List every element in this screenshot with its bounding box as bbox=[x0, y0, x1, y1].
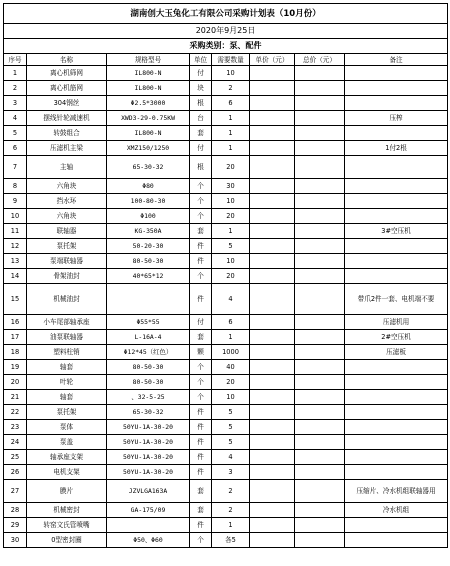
item-name: 泵体 bbox=[27, 420, 107, 435]
item-unit-price bbox=[250, 269, 295, 284]
row-no: 22 bbox=[4, 405, 27, 420]
item-remark bbox=[345, 194, 448, 209]
item-name: 骨架油封 bbox=[27, 269, 107, 284]
item-unit: 套 bbox=[190, 330, 212, 345]
item-unit: 付 bbox=[190, 315, 212, 330]
item-remark bbox=[345, 239, 448, 254]
row-no: 16 bbox=[4, 315, 27, 330]
item-name: 压滤机主梁 bbox=[27, 141, 107, 156]
item-unit: 件 bbox=[190, 465, 212, 480]
item-unit: 个 bbox=[190, 179, 212, 194]
item-spec: 80-50-30 bbox=[107, 375, 190, 390]
item-spec: 80-50-30 bbox=[107, 254, 190, 269]
table-row bbox=[4, 111, 448, 126]
item-qty: 20 bbox=[212, 269, 250, 284]
item-qty: 1 bbox=[212, 141, 250, 156]
item-qty: 1 bbox=[212, 224, 250, 239]
item-total-price bbox=[295, 345, 345, 360]
row-no: 21 bbox=[4, 390, 27, 405]
item-unit: 个 bbox=[190, 360, 212, 375]
item-unit: 根 bbox=[190, 156, 212, 179]
item-remark bbox=[345, 518, 448, 533]
item-spec: 50YU-1A-30-20 bbox=[107, 420, 190, 435]
item-unit-price bbox=[250, 254, 295, 269]
item-unit-price bbox=[250, 405, 295, 420]
item-spec: IL800-N bbox=[107, 126, 190, 141]
item-qty: 20 bbox=[212, 375, 250, 390]
row-no: 26 bbox=[4, 465, 27, 480]
item-remark: 1付2根 bbox=[345, 141, 448, 156]
item-unit-price bbox=[250, 156, 295, 179]
item-spec: KG-350A bbox=[107, 224, 190, 239]
item-unit: 件 bbox=[190, 450, 212, 465]
item-qty: 30 bbox=[212, 179, 250, 194]
item-qty: 5 bbox=[212, 405, 250, 420]
item-qty: 10 bbox=[212, 254, 250, 269]
item-total-price bbox=[295, 179, 345, 194]
table-row bbox=[4, 518, 448, 533]
item-spec: 40*65*12 bbox=[107, 269, 190, 284]
item-unit: 件 bbox=[190, 420, 212, 435]
table-row bbox=[4, 194, 448, 209]
item-spec: Φ50、Φ60 bbox=[107, 533, 190, 548]
item-unit-price bbox=[250, 375, 295, 390]
item-spec: 80-50-30 bbox=[107, 360, 190, 375]
row-no: 6 bbox=[4, 141, 27, 156]
item-total-price bbox=[295, 239, 345, 254]
header-no: 序号 bbox=[4, 54, 27, 66]
item-name: 离心机筋网 bbox=[27, 81, 107, 96]
row-no: 4 bbox=[4, 111, 27, 126]
item-total-price bbox=[295, 81, 345, 96]
item-unit-price bbox=[250, 141, 295, 156]
sheet-title: 湖南创大玉兔化工有限公司采购计划表（10月份） bbox=[4, 4, 448, 24]
item-qty: 1 bbox=[212, 330, 250, 345]
table-row bbox=[4, 405, 448, 420]
item-name: 转窑文氏管喷嘴 bbox=[27, 518, 107, 533]
item-remark bbox=[345, 126, 448, 141]
table-row bbox=[4, 533, 448, 548]
item-name: 转鼓组合 bbox=[27, 126, 107, 141]
item-spec: XWD3-29-0.75KW bbox=[107, 111, 190, 126]
table-row bbox=[4, 156, 448, 179]
item-remark bbox=[345, 375, 448, 390]
item-unit-price bbox=[250, 239, 295, 254]
item-remark bbox=[345, 96, 448, 111]
item-total-price bbox=[295, 533, 345, 548]
item-spec: 50YU-1A-30-20 bbox=[107, 435, 190, 450]
item-remark: 冷水机组 bbox=[345, 503, 448, 518]
item-unit-price bbox=[250, 480, 295, 503]
item-spec: XMZ150/1250 bbox=[107, 141, 190, 156]
table-row bbox=[4, 375, 448, 390]
item-qty: 5 bbox=[212, 435, 250, 450]
item-remark: 压滤板 bbox=[345, 345, 448, 360]
item-unit-price bbox=[250, 224, 295, 239]
item-unit-price bbox=[250, 194, 295, 209]
item-total-price bbox=[295, 405, 345, 420]
item-remark bbox=[345, 435, 448, 450]
item-qty: 4 bbox=[212, 450, 250, 465]
item-name: 油泵联轴器 bbox=[27, 330, 107, 345]
item-unit-price bbox=[250, 435, 295, 450]
item-unit: 台 bbox=[190, 111, 212, 126]
header-spec: 规格型号 bbox=[107, 54, 190, 66]
item-qty: 6 bbox=[212, 315, 250, 330]
item-name: 轴套 bbox=[27, 360, 107, 375]
item-remark bbox=[345, 209, 448, 224]
item-unit: 个 bbox=[190, 194, 212, 209]
item-spec: IL800-N bbox=[107, 81, 190, 96]
item-remark bbox=[345, 269, 448, 284]
item-unit: 块 bbox=[190, 81, 212, 96]
table-row bbox=[4, 390, 448, 405]
item-unit: 件 bbox=[190, 435, 212, 450]
item-name: 机械密封 bbox=[27, 503, 107, 518]
item-qty: 10 bbox=[212, 194, 250, 209]
item-qty: 20 bbox=[212, 156, 250, 179]
item-unit: 个 bbox=[190, 533, 212, 548]
item-qty: 10 bbox=[212, 390, 250, 405]
item-unit-price bbox=[250, 179, 295, 194]
item-total-price bbox=[295, 96, 345, 111]
item-qty: 4 bbox=[212, 284, 250, 315]
row-no: 23 bbox=[4, 420, 27, 435]
row-no: 13 bbox=[4, 254, 27, 269]
item-name: 挡水环 bbox=[27, 194, 107, 209]
table-row bbox=[4, 330, 448, 345]
table-row bbox=[4, 315, 448, 330]
row-no: 7 bbox=[4, 156, 27, 179]
item-unit-price bbox=[250, 390, 295, 405]
item-unit: 件 bbox=[190, 239, 212, 254]
item-remark bbox=[345, 420, 448, 435]
item-total-price bbox=[295, 360, 345, 375]
item-name: 小车尾部轴承座 bbox=[27, 315, 107, 330]
item-unit-price bbox=[250, 209, 295, 224]
item-total-price bbox=[295, 435, 345, 450]
table-row bbox=[4, 465, 448, 480]
item-total-price bbox=[295, 420, 345, 435]
item-name: 轴承座支架 bbox=[27, 450, 107, 465]
item-spec: Φ100 bbox=[107, 209, 190, 224]
item-unit: 根 bbox=[190, 96, 212, 111]
item-qty: 1000 bbox=[212, 345, 250, 360]
item-name: 叶轮 bbox=[27, 375, 107, 390]
item-total-price bbox=[295, 284, 345, 315]
row-no: 12 bbox=[4, 239, 27, 254]
row-no: 8 bbox=[4, 179, 27, 194]
item-name: 六角块 bbox=[27, 179, 107, 194]
item-name: 主轴 bbox=[27, 156, 107, 179]
row-no: 11 bbox=[4, 224, 27, 239]
item-name: 泵端联轴器 bbox=[27, 254, 107, 269]
item-remark: 3#空压机 bbox=[345, 224, 448, 239]
item-unit-price bbox=[250, 81, 295, 96]
item-spec: GA-175/09 bbox=[107, 503, 190, 518]
row-no: 17 bbox=[4, 330, 27, 345]
item-spec: 50-20-30 bbox=[107, 239, 190, 254]
table-row bbox=[4, 254, 448, 269]
item-unit-price bbox=[250, 66, 295, 81]
item-name: 0型密封圈 bbox=[27, 533, 107, 548]
item-unit-price bbox=[250, 360, 295, 375]
table-row bbox=[4, 96, 448, 111]
item-name: 联轴器 bbox=[27, 224, 107, 239]
header-remark: 备注 bbox=[345, 54, 448, 66]
item-unit: 件 bbox=[190, 518, 212, 533]
item-unit-price bbox=[250, 465, 295, 480]
item-remark bbox=[345, 156, 448, 179]
item-total-price bbox=[295, 375, 345, 390]
item-unit-price bbox=[250, 330, 295, 345]
item-spec bbox=[107, 284, 190, 315]
row-no: 30 bbox=[4, 533, 27, 548]
item-unit: 套 bbox=[190, 126, 212, 141]
item-spec: Φ80 bbox=[107, 179, 190, 194]
item-name: 塑料柱销 bbox=[27, 345, 107, 360]
item-remark: 压滤机用 bbox=[345, 315, 448, 330]
row-no: 25 bbox=[4, 450, 27, 465]
item-remark bbox=[345, 390, 448, 405]
item-unit-price bbox=[250, 503, 295, 518]
item-total-price bbox=[295, 141, 345, 156]
item-qty: 5 bbox=[212, 239, 250, 254]
row-no: 14 bbox=[4, 269, 27, 284]
item-total-price bbox=[295, 126, 345, 141]
item-spec: 65-30-32 bbox=[107, 156, 190, 179]
header-total-price: 总价（元） bbox=[295, 54, 345, 66]
item-remark: 压缩片、冷水机组联轴器用 bbox=[345, 480, 448, 503]
item-qty: 1 bbox=[212, 126, 250, 141]
item-unit: 颗 bbox=[190, 345, 212, 360]
item-unit: 个 bbox=[190, 269, 212, 284]
row-no: 19 bbox=[4, 360, 27, 375]
item-total-price bbox=[295, 224, 345, 239]
table-row bbox=[4, 141, 448, 156]
table-row bbox=[4, 345, 448, 360]
header-unit-price: 单价（元） bbox=[250, 54, 295, 66]
table-row bbox=[4, 284, 448, 315]
item-unit: 套 bbox=[190, 503, 212, 518]
item-name: 泵托架 bbox=[27, 405, 107, 420]
table-row bbox=[4, 450, 448, 465]
item-remark bbox=[345, 405, 448, 420]
item-unit: 件 bbox=[190, 405, 212, 420]
item-name: 摆线针轮减速机 bbox=[27, 111, 107, 126]
item-total-price bbox=[295, 156, 345, 179]
item-unit: 套 bbox=[190, 480, 212, 503]
item-name: 泵盖 bbox=[27, 435, 107, 450]
row-no: 3 bbox=[4, 96, 27, 111]
item-total-price bbox=[295, 480, 345, 503]
item-unit: 付 bbox=[190, 66, 212, 81]
item-spec: 65-30-32 bbox=[107, 405, 190, 420]
item-remark bbox=[345, 179, 448, 194]
header-name: 名称 bbox=[27, 54, 107, 66]
item-qty: 5 bbox=[212, 420, 250, 435]
item-spec: 50YU-1A-30-20 bbox=[107, 450, 190, 465]
item-unit-price bbox=[250, 450, 295, 465]
item-remark: 带爪2件一套、电机端不要 bbox=[345, 284, 448, 315]
item-spec: Φ2.5*3000 bbox=[107, 96, 190, 111]
sheet-date: 2020年9月25日 bbox=[4, 24, 448, 39]
item-remark bbox=[345, 254, 448, 269]
item-spec: 50YU-1A-30-20 bbox=[107, 465, 190, 480]
row-no: 10 bbox=[4, 209, 27, 224]
table-row bbox=[4, 224, 448, 239]
table-row bbox=[4, 420, 448, 435]
item-qty: 1 bbox=[212, 518, 250, 533]
item-spec: 100-80-30 bbox=[107, 194, 190, 209]
row-no: 29 bbox=[4, 518, 27, 533]
row-no: 27 bbox=[4, 480, 27, 503]
item-spec: 、32-5-25 bbox=[107, 390, 190, 405]
item-remark: 压榨 bbox=[345, 111, 448, 126]
item-remark bbox=[345, 66, 448, 81]
header-unit: 单位 bbox=[190, 54, 212, 66]
item-unit-price bbox=[250, 345, 295, 360]
item-unit-price bbox=[250, 126, 295, 141]
item-total-price bbox=[295, 450, 345, 465]
item-name: 离心机筛网 bbox=[27, 66, 107, 81]
item-total-price bbox=[295, 390, 345, 405]
item-unit-price bbox=[250, 315, 295, 330]
table-row bbox=[4, 503, 448, 518]
table-row bbox=[4, 269, 448, 284]
item-remark bbox=[345, 533, 448, 548]
item-qty: 各5 bbox=[212, 533, 250, 548]
item-name: 六角块 bbox=[27, 209, 107, 224]
row-no: 24 bbox=[4, 435, 27, 450]
item-name: 机械油封 bbox=[27, 284, 107, 315]
item-remark bbox=[345, 360, 448, 375]
item-qty: 6 bbox=[212, 96, 250, 111]
item-unit: 件 bbox=[190, 254, 212, 269]
item-unit: 个 bbox=[190, 209, 212, 224]
item-unit: 个 bbox=[190, 390, 212, 405]
item-unit: 件 bbox=[190, 284, 212, 315]
item-unit: 付 bbox=[190, 141, 212, 156]
item-qty: 40 bbox=[212, 360, 250, 375]
table-row bbox=[4, 66, 448, 81]
header-qty: 需要数量 bbox=[212, 54, 250, 66]
purchase-category: 采购类别：泵、配件 bbox=[4, 39, 448, 54]
item-unit-price bbox=[250, 284, 295, 315]
row-no: 5 bbox=[4, 126, 27, 141]
purchase-plan-table bbox=[3, 3, 448, 548]
row-no: 9 bbox=[4, 194, 27, 209]
item-remark bbox=[345, 465, 448, 480]
item-unit-price bbox=[250, 533, 295, 548]
item-total-price bbox=[295, 254, 345, 269]
item-spec bbox=[107, 518, 190, 533]
item-unit-price bbox=[250, 420, 295, 435]
item-total-price bbox=[295, 503, 345, 518]
table-row bbox=[4, 179, 448, 194]
item-name: 轴套 bbox=[27, 390, 107, 405]
table-row bbox=[4, 480, 448, 503]
header-row bbox=[4, 54, 448, 66]
item-total-price bbox=[295, 315, 345, 330]
item-total-price bbox=[295, 269, 345, 284]
item-spec: IL800-N bbox=[107, 66, 190, 81]
item-name: 304钢丝 bbox=[27, 96, 107, 111]
item-qty: 20 bbox=[212, 209, 250, 224]
item-qty: 10 bbox=[212, 66, 250, 81]
table-row bbox=[4, 126, 448, 141]
item-total-price bbox=[295, 209, 345, 224]
item-total-price bbox=[295, 518, 345, 533]
item-qty: 2 bbox=[212, 503, 250, 518]
row-no: 20 bbox=[4, 375, 27, 390]
item-name: 电机支架 bbox=[27, 465, 107, 480]
item-total-price bbox=[295, 111, 345, 126]
row-no: 28 bbox=[4, 503, 27, 518]
row-no: 2 bbox=[4, 81, 27, 96]
table-row bbox=[4, 209, 448, 224]
item-name: 泵托架 bbox=[27, 239, 107, 254]
item-unit-price bbox=[250, 111, 295, 126]
item-qty: 3 bbox=[212, 465, 250, 480]
item-total-price bbox=[295, 330, 345, 345]
item-unit: 个 bbox=[190, 375, 212, 390]
table-row bbox=[4, 81, 448, 96]
row-no: 18 bbox=[4, 345, 27, 360]
item-name: 膜片 bbox=[27, 480, 107, 503]
item-unit-price bbox=[250, 518, 295, 533]
item-spec: Φ12*45（红色） bbox=[107, 345, 190, 360]
item-remark bbox=[345, 81, 448, 96]
item-unit: 套 bbox=[190, 224, 212, 239]
item-spec: Φ55*55 bbox=[107, 315, 190, 330]
item-total-price bbox=[295, 194, 345, 209]
row-no: 1 bbox=[4, 66, 27, 81]
item-qty: 2 bbox=[212, 81, 250, 96]
row-no: 15 bbox=[4, 284, 27, 315]
item-total-price bbox=[295, 465, 345, 480]
table-row bbox=[4, 435, 448, 450]
item-remark: 2#空压机 bbox=[345, 330, 448, 345]
table-row bbox=[4, 239, 448, 254]
table-row bbox=[4, 360, 448, 375]
item-qty: 2 bbox=[212, 480, 250, 503]
item-total-price bbox=[295, 66, 345, 81]
item-remark bbox=[345, 450, 448, 465]
item-qty: 1 bbox=[212, 111, 250, 126]
item-unit-price bbox=[250, 96, 295, 111]
item-spec: L-16A-4 bbox=[107, 330, 190, 345]
item-spec: JZVLGA163A bbox=[107, 480, 190, 503]
